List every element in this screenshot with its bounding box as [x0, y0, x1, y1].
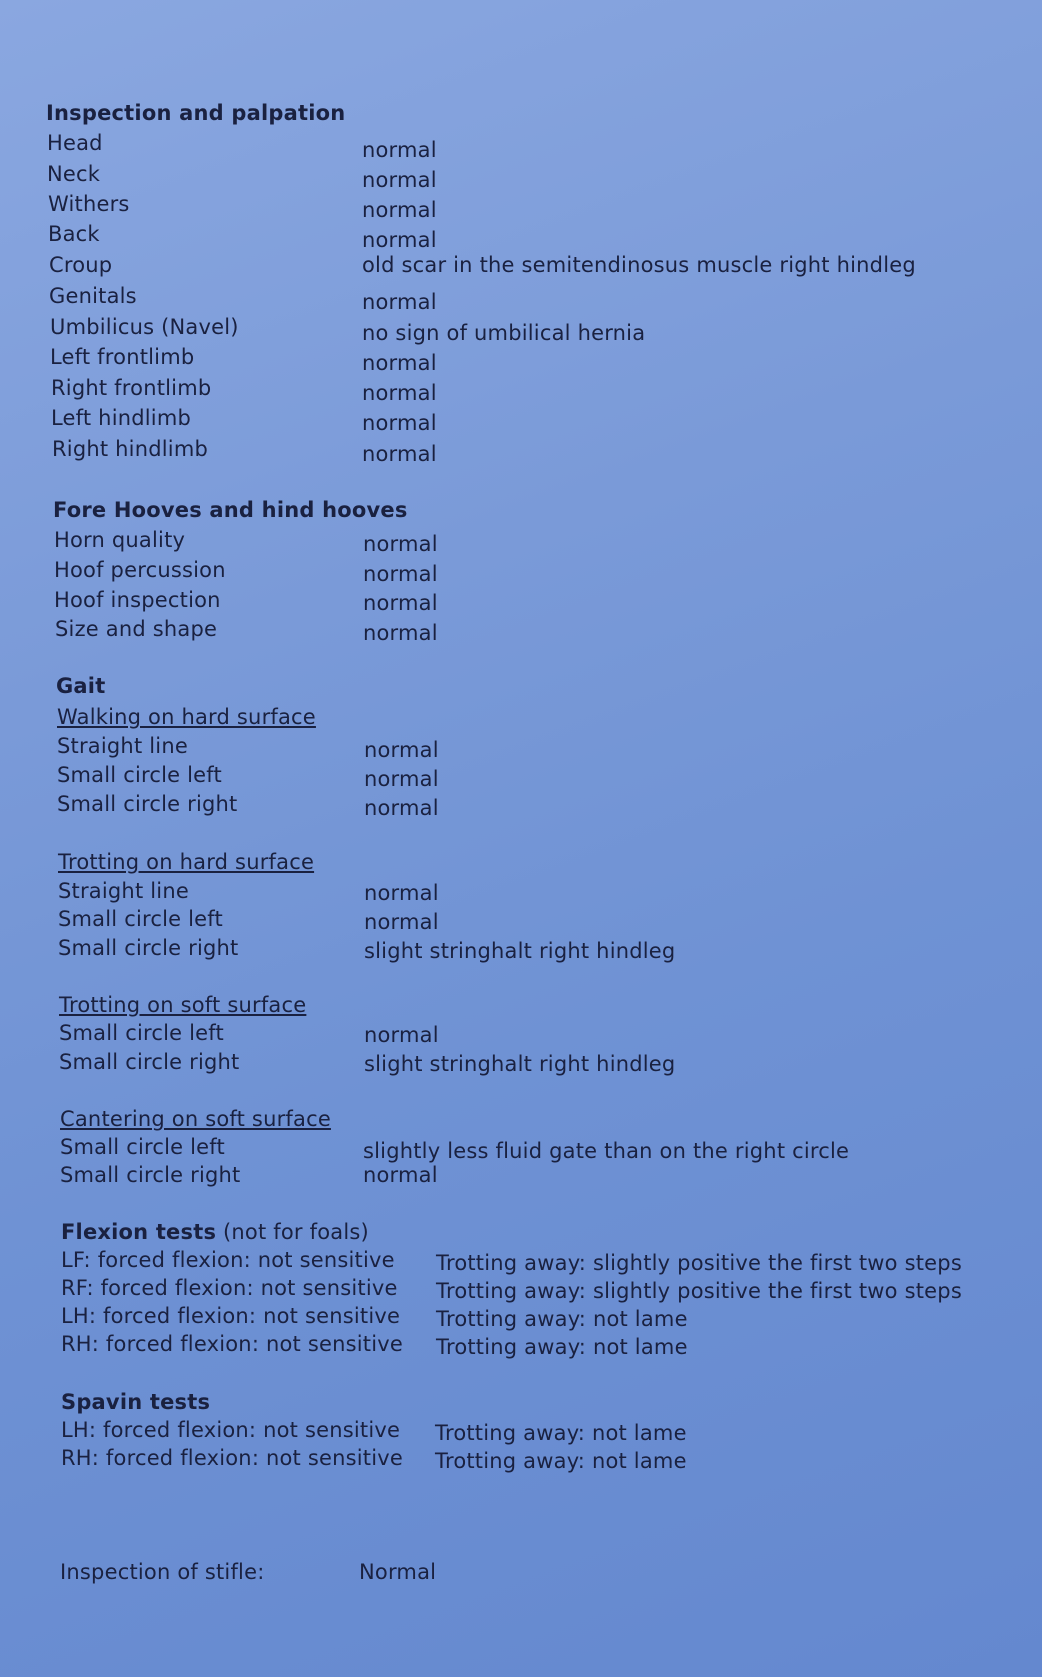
row-label-spavin-rh: RH: forced flexion: not sensitive	[61, 1446, 403, 1470]
row-value-genitals: normal	[362, 290, 437, 314]
row-value-flex-lf: Trotting away: slightly positive the first two steps	[436, 1251, 962, 1275]
row-label-trot-hard-straight: Straight line	[58, 879, 189, 903]
row-value-back: normal	[362, 228, 437, 252]
row-value-spavin-rh: Trotting away: not lame	[435, 1449, 687, 1473]
row-value-right-frontlimb: normal	[362, 381, 437, 405]
row-value-spavin-lh: Trotting away: not lame	[435, 1421, 687, 1445]
row-value-flex-rh: Trotting away: not lame	[436, 1335, 688, 1359]
flexion-title: Flexion tests	[61, 1220, 217, 1244]
section-title-gait: Gait	[56, 674, 106, 698]
row-value-hoof-inspection: normal	[363, 591, 438, 615]
row-value-left-frontlimb: normal	[362, 351, 437, 375]
row-label-horn-quality: Horn quality	[54, 528, 186, 552]
row-value-head: normal	[362, 138, 437, 162]
row-value-croup: old scar in the semitendinosus muscle right hindleg	[362, 253, 916, 277]
section-title-spavin: Spavin tests	[61, 1390, 211, 1414]
section-title-hooves: Fore Hooves and hind hooves	[53, 498, 408, 522]
row-label-trot-hard-right: Small circle right	[58, 936, 239, 960]
row-value-canter-right: normal	[363, 1163, 438, 1187]
row-label-stifle: Inspection of stifle:	[60, 1560, 265, 1584]
row-label-right-frontlimb: Right frontlimb	[51, 376, 212, 400]
row-value-walk-straight: normal	[364, 738, 439, 762]
row-label-umbilicus: Umbilicus (Navel)	[50, 315, 239, 339]
row-value-trot-soft-right: slight stringhalt right hindleg	[364, 1052, 676, 1076]
row-label-neck: Neck	[47, 162, 101, 186]
row-label-left-frontlimb: Left frontlimb	[50, 345, 195, 369]
row-value-walk-left: normal	[364, 767, 439, 791]
row-value-size-shape: normal	[363, 621, 438, 645]
row-value-umbilicus: no sign of umbilical hernia	[362, 321, 646, 345]
flexion-note: (not for foals)	[223, 1220, 369, 1244]
row-label-walk-straight: Straight line	[57, 734, 188, 758]
row-value-trot-hard-right: slight stringhalt right hindleg	[364, 939, 676, 963]
row-value-horn-quality: normal	[363, 532, 438, 556]
row-label-spavin-lh: LH: forced flexion: not sensitive	[61, 1418, 401, 1442]
row-label-size-shape: Size and shape	[55, 617, 218, 641]
row-value-neck: normal	[362, 168, 437, 192]
row-value-trot-hard-left: normal	[364, 910, 439, 934]
row-label-hoof-percussion: Hoof percussion	[54, 558, 226, 582]
subsection-cantering-soft: Cantering on soft surface	[60, 1107, 331, 1131]
row-value-flex-rf: Trotting away: slightly positive the first two steps	[436, 1279, 962, 1303]
row-label-croup: Croup	[49, 253, 113, 277]
row-label-withers: Withers	[48, 192, 130, 216]
row-value-stifle: Normal	[359, 1560, 437, 1584]
row-label-flex-lh: LH: forced flexion: not sensitive	[61, 1304, 401, 1328]
row-label-trot-hard-left: Small circle left	[58, 907, 223, 931]
row-label-hoof-inspection: Hoof inspection	[54, 588, 221, 612]
row-label-head: Head	[47, 131, 103, 155]
subsection-trotting-hard: Trotting on hard surface	[58, 850, 315, 874]
row-value-withers: normal	[362, 198, 437, 222]
row-value-hoof-percussion: normal	[363, 562, 438, 586]
row-value-trot-hard-straight: normal	[364, 881, 439, 905]
row-label-canter-left: Small circle left	[60, 1135, 225, 1159]
row-label-walk-right: Small circle right	[57, 792, 238, 816]
subsection-walking-hard: Walking on hard surface	[57, 705, 316, 729]
row-label-left-hindlimb: Left hindlimb	[51, 406, 192, 430]
row-value-left-hindlimb: normal	[362, 411, 437, 435]
row-label-trot-soft-left: Small circle left	[59, 1021, 224, 1045]
row-label-right-hindlimb: Right hindlimb	[52, 437, 209, 461]
row-label-trot-soft-right: Small circle right	[59, 1050, 240, 1074]
subsection-trotting-soft: Trotting on soft surface	[59, 993, 307, 1017]
row-label-back: Back	[48, 222, 100, 246]
row-value-flex-lh: Trotting away: not lame	[436, 1307, 688, 1331]
row-label-flex-lf: LF: forced flexion: not sensitive	[61, 1248, 395, 1272]
row-label-walk-left: Small circle left	[57, 763, 222, 787]
row-value-trot-soft-left: normal	[364, 1023, 439, 1047]
row-label-genitals: Genitals	[49, 284, 137, 308]
row-label-flex-rf: RF: forced flexion: not sensitive	[61, 1276, 398, 1300]
row-label-flex-rh: RH: forced flexion: not sensitive	[61, 1332, 403, 1356]
section-title-inspection: Inspection and palpation	[46, 101, 346, 125]
row-value-right-hindlimb: normal	[362, 442, 437, 466]
row-label-canter-right: Small circle right	[60, 1163, 241, 1187]
row-value-canter-left: slightly less fluid gate than on the right circle	[363, 1139, 850, 1163]
row-value-walk-right: normal	[364, 796, 439, 820]
section-title-flexion	[61, 1219, 369, 1245]
